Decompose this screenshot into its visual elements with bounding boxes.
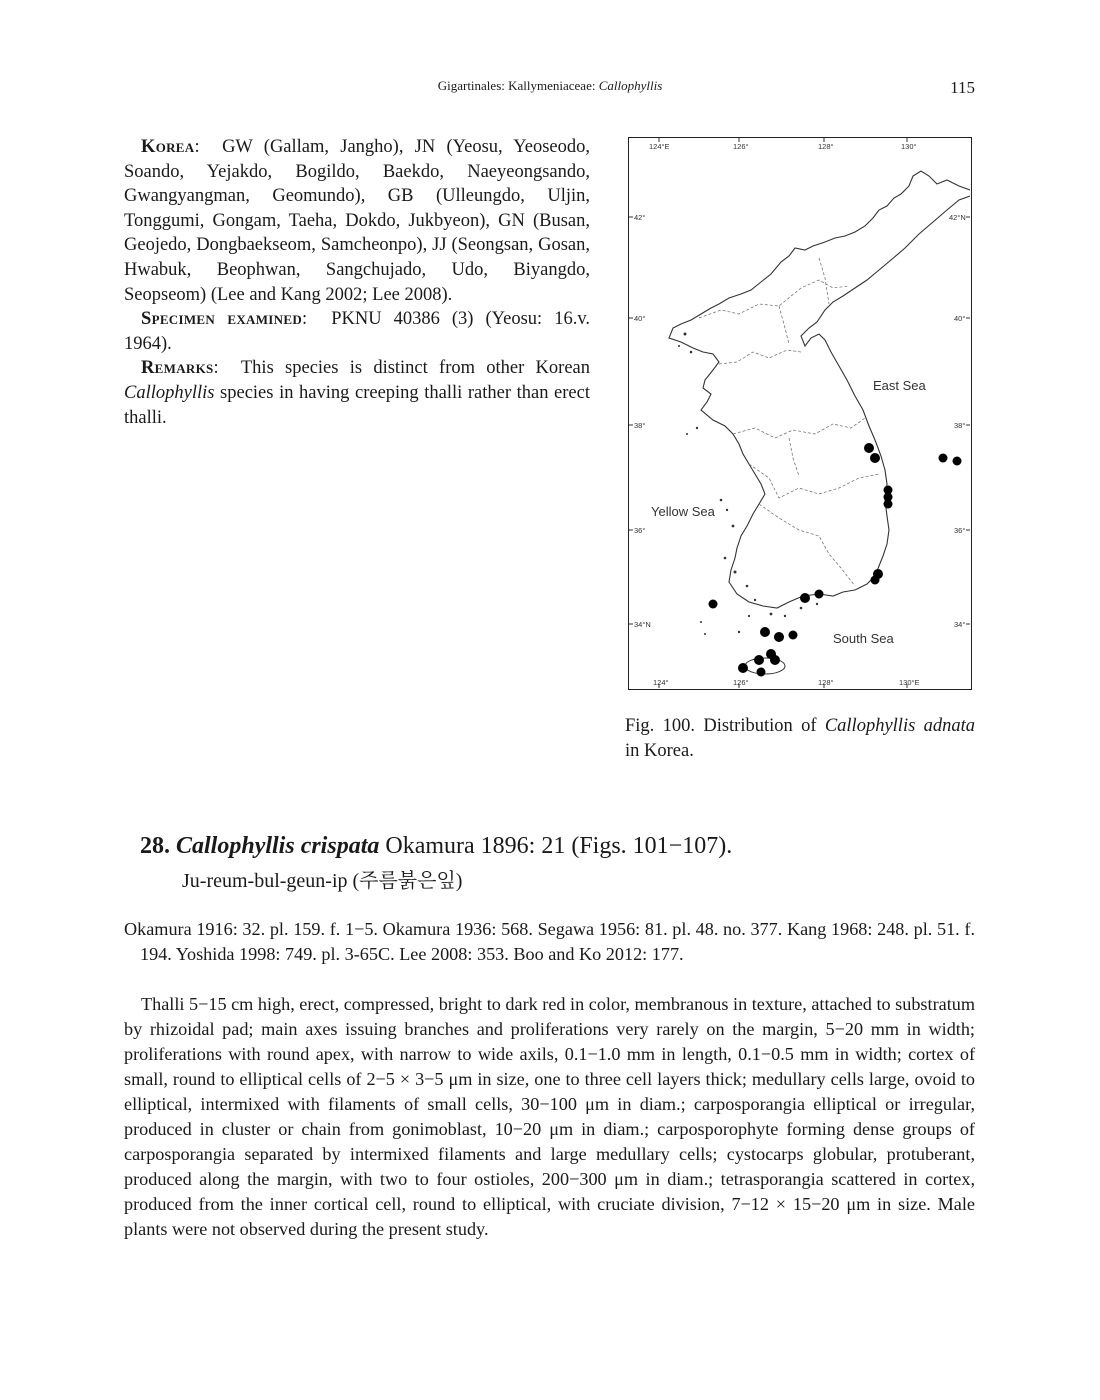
description-block [124,992,975,1242]
specimen-label: Specimen examined [141,309,303,330]
yellow-sea-label: Yellow Sea [651,504,715,519]
references-text: Okamura 1916: 32. pl. 159. f. 1−5. Okamura 1936: 568. Segawa 1956: 81. pl. 48. no. 377. Kang 1968: 248. pl. 51. f. 194. Yoshida 1998: 749. pl. 3-65C. Lee 2008: 353. Boo and Ko 2012: 177. [124,919,975,964]
species-authority: Okamura 1896: 21 (Figs. 101−107). [379,833,733,859]
specimen-text: PKNU 40386 (3) (Yeosu: 16.v. 1964). [124,309,590,354]
bottom-tick-1: 126° [733,678,749,687]
species-number: 28. [140,833,170,859]
figure-caption [625,714,975,764]
remarks-text-1: This species is distinct from other Korean [240,358,590,379]
left-tick-1: 40° [634,314,646,323]
bottom-tick-2: 128° [818,678,834,687]
species-heading [140,832,1040,860]
vernacular-name: Ju-reum-bul-geun-ip (주름붉은잎) [182,870,463,892]
description-text: Thalli 5−15 cm high, erect, compressed, bright to dark red in color, membranous in texture, attached to substratum by rhizoidal pad; main axes issuing branches and proliferations very rarely on the margin, 5−20 mm in width; proliferations with round apex, with narrow to wide axils, 0.1−1.0 mm in length, 0.1−0.5 mm in width; cortex of small, round to elliptical cells of 2−5 × 3−5 μm in size, one to three cell layers thick; medullary cells large, ovoid to elliptical, intermixed with filaments of small cells, 30−100 μm in diam.; carposporangia elliptical or irregular, produced in cluster or chain from gonimoblast, 10−20 μm in diam.; carposporophyte forming dense groups of carposporangia separated by intermixed filaments and large medullary cells; cystocarps globular, protuberant, produced along the margin, with two to four ostioles, 200−300 μm in diam.; tetrasporangia scattered in cortex, produced from the inner cortical cell, round to elliptical, with cruciate division, 7−12 × 15−20 μm in size. Male plants were not observed during the present study. [124,994,975,1239]
korea-text: GW (Gallam, Jangho), JN (Yeosu, Yeoseodo, Soando, Yejakdo, Bogildo, Baekdo, Naeyeongsando, Gwangyangman, Geomundo), GB (Ulleungdo, Uljin, Tonggumi, Gongam, Taeha, Dokdo, Jukbyeon), GN (Busan, Geojedo, Dongbaekseom, Samcheonpo), JJ (Seongsan, Gosan, Hwabuk, Beophwan, Sangchujado, Udo, Biyangdo, Seopseom) (Lee and Kang 2002; Lee 2008). [124,137,590,305]
coastal-islands [678,333,818,636]
top-tick-3: 130° [901,142,917,151]
species-name: Callophyllis crispata [176,833,380,859]
references-block [124,917,975,967]
running-head-genus: Callophyllis [598,78,663,93]
right-tick-2: 38° [954,421,966,430]
left-tick-0: 42° [634,213,646,222]
bottom-tick-3: 130°E [899,678,920,687]
caption-suffix: in Korea. [625,741,694,761]
remarks-genus: Callophyllis [124,382,215,403]
right-tick-3: 36° [954,526,966,535]
left-tick-4: 34°N [634,620,651,629]
korea-map-svg [629,138,970,688]
korea-label: Korea [141,137,195,157]
running-head [0,78,1100,94]
page-number: 115 [950,78,975,97]
east-sea-label: East Sea [873,378,926,393]
caption-prefix: Fig. 100. Distribution of [625,716,825,736]
running-head-text: Gigartinales: Kallymeniaceae: Callophyllis [437,78,663,93]
left-tick-3: 36° [634,526,646,535]
province-boundaries [699,258,879,586]
page-header [0,78,1100,98]
remarks-text-2: species in having creeping thalli rather than erect thalli. [124,382,590,428]
left-tick-2: 38° [634,421,646,430]
distribution-map [628,137,972,690]
top-tick-0: 124°E [649,142,670,151]
distribution-text [124,135,590,430]
bottom-tick-0: 124° [653,678,669,687]
right-tick-0: 42°N [949,213,966,222]
top-tick-2: 128° [818,142,834,151]
remarks-paragraph: Remarks: This species is distinct from other Korean Callophyllis species in having creeping thalli rather than erect thalli. [124,358,590,428]
caption-species: Callophyllis adnata [824,716,975,736]
korea-paragraph: Korea: GW (Gallam, Jangho), JN (Yeosu, Yeoseodo, Soando, Yejakdo, Bogildo, Baekdo, Naeyeongsando, Gwangyangman, Geomundo), GB (Ulleungdo, Uljin, Tonggumi, Gongam, Taeha, Dokdo, Jukbyeon), GN (Busan, Geojedo, Dongbaekseom, Samcheonpo), JJ (Seongsan, Gosan, Hwabuk, Beophwan, Sangchujado, Udo, Biyangdo, Seopseom) (Lee and Kang 2002; Lee 2008). [124,137,590,305]
remarks-label: Remarks [141,358,214,379]
south-sea-label: South Sea [833,631,894,646]
right-tick-4: 34° [954,620,966,629]
right-tick-1: 40° [954,314,966,323]
top-tick-1: 126° [733,142,749,151]
specimen-paragraph: Specimen examined: PKNU 40386 (3) (Yeosu: 16.v. 1964). [124,309,590,354]
